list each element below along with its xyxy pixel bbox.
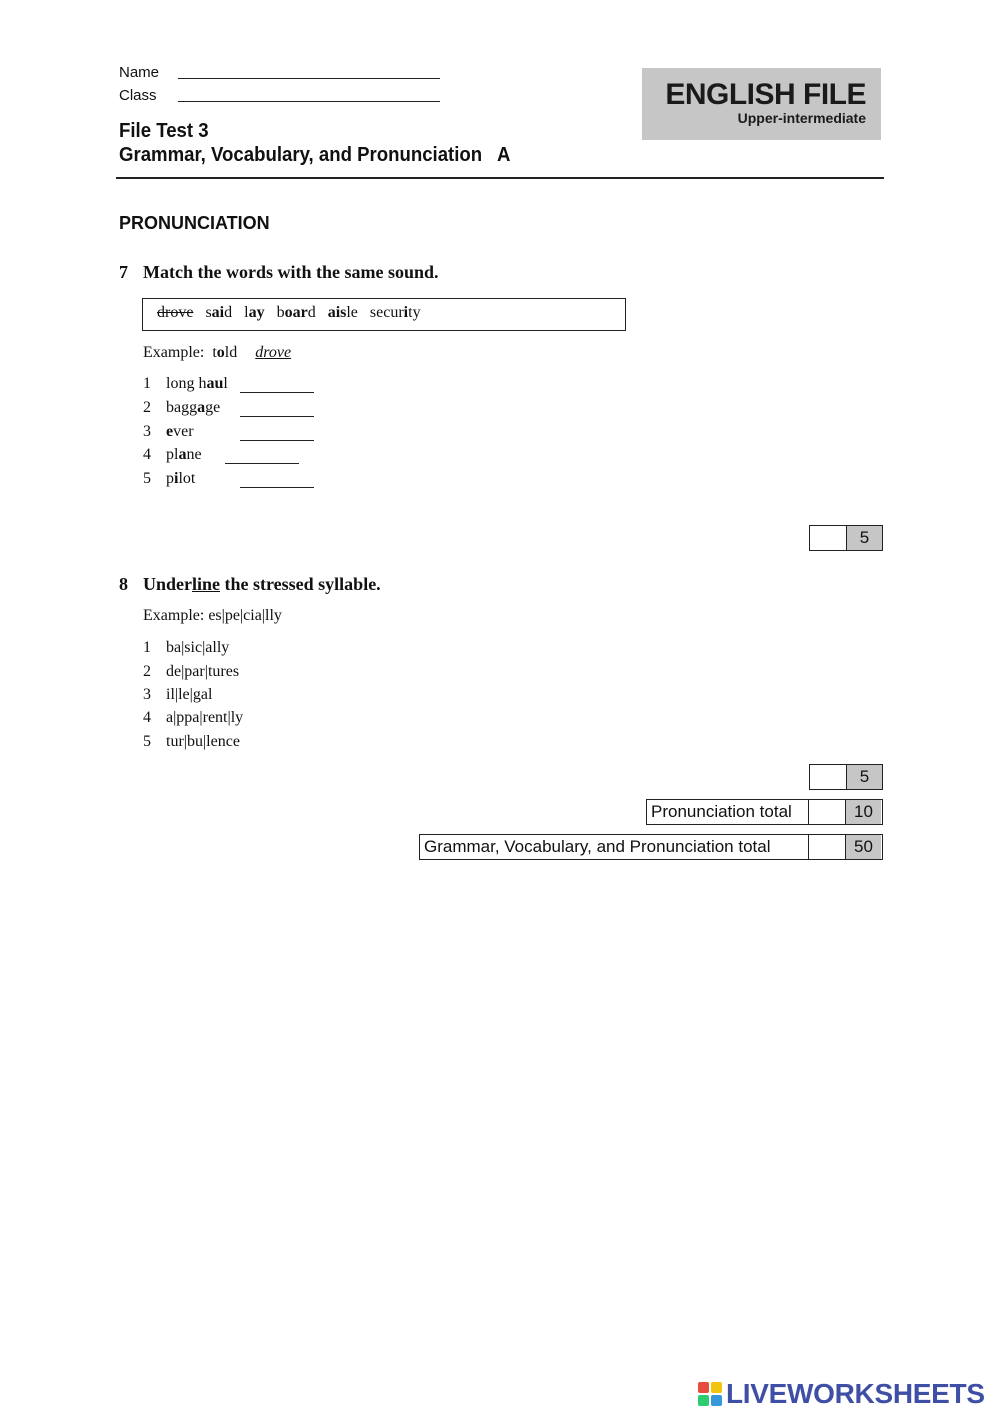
q8-item[interactable] <box>143 663 239 681</box>
pronunciation-total-max: 10 <box>846 800 881 824</box>
q7-item-bold: e <box>166 423 174 440</box>
q7-number: 7 <box>119 262 128 282</box>
q8-item[interactable] <box>143 733 240 751</box>
overall-total-input[interactable] <box>809 835 846 859</box>
class-input-line[interactable] <box>178 101 440 102</box>
q8-item-number: 4 <box>143 709 151 726</box>
q7-score-box <box>809 525 883 551</box>
word-pre: l <box>244 304 249 321</box>
q7-item-bold: a <box>178 446 187 463</box>
example-word-bold: o <box>216 344 225 361</box>
q8-item-number: 1 <box>143 639 151 656</box>
header-divider <box>116 177 884 179</box>
q7-item-number: 3 <box>143 423 151 440</box>
q7-item-bold: au <box>206 375 224 392</box>
word-box <box>142 298 626 331</box>
word-box-word <box>205 304 232 321</box>
q7-item-pre: p <box>166 470 174 487</box>
name-label: Name <box>119 64 160 81</box>
pronunciation-total-label: Pronunciation total <box>647 800 809 824</box>
name-input-line[interactable] <box>178 78 440 79</box>
word-box-word <box>277 304 316 321</box>
pronunciation-total-input[interactable] <box>809 800 846 824</box>
q7-answer-blank[interactable] <box>240 487 314 488</box>
q8-score-input[interactable] <box>810 765 847 789</box>
class-field <box>119 87 157 104</box>
word-post: d <box>224 304 233 321</box>
q7-answer-blank[interactable] <box>240 440 314 441</box>
section-title: PRONUNCIATION <box>119 213 270 233</box>
q7-item-post: lot <box>178 470 196 487</box>
q7-item-post: ne <box>186 446 202 463</box>
q7-answer-blank[interactable] <box>240 392 314 393</box>
example-word-pre: t <box>212 344 217 361</box>
q8-item-number: 2 <box>143 663 151 680</box>
q8-item-word: de|par|tures <box>166 663 240 680</box>
q8-instruction-pre: Under <box>143 574 192 594</box>
word-bold: i <box>403 304 409 321</box>
word-bold: ais <box>327 304 347 321</box>
class-label: Class <box>119 87 157 104</box>
test-title: File Test 3 <box>119 120 209 142</box>
q7-score-max: 5 <box>847 526 882 550</box>
word-post: ty <box>408 304 421 321</box>
q8-item[interactable] <box>143 686 212 704</box>
example-answer: drove <box>255 344 292 361</box>
q7-item-pre: long h <box>166 375 207 392</box>
q8-number: 8 <box>119 574 128 594</box>
overall-total-box <box>419 834 883 860</box>
q7-item <box>143 375 228 393</box>
word-bold: ai <box>211 304 225 321</box>
q7-item-number: 5 <box>143 470 151 487</box>
q8-item-word: il|le|gal <box>166 686 213 703</box>
liveworksheets-brand: LIVEWORKSHEETS <box>726 1378 985 1409</box>
q7-answer-blank[interactable] <box>225 463 299 464</box>
q7-item <box>143 446 202 464</box>
liveworksheets-icon-square <box>711 1382 722 1393</box>
q7-item-post: l <box>223 375 228 392</box>
word-pre: secur <box>369 304 404 321</box>
q7-item-number: 2 <box>143 399 151 416</box>
q8-item-number: 3 <box>143 686 151 703</box>
word-box-struck-word: drove <box>157 304 194 321</box>
q8-item-word: tur|bu|lence <box>166 733 240 750</box>
q7-answer-blank[interactable] <box>240 416 314 417</box>
q8-item-number: 5 <box>143 733 151 750</box>
q7-item-pre: bagg <box>166 399 198 416</box>
example-word-post: ld <box>224 344 238 361</box>
word-bold: oar <box>284 304 308 321</box>
liveworksheets-icon-square <box>698 1382 709 1393</box>
word-pre: b <box>276 304 285 321</box>
word-bold: ay <box>248 304 265 321</box>
logo-title: ENGLISH FILE <box>665 78 866 111</box>
q7-instruction: Match the words with the same sound. <box>143 262 439 282</box>
q8-item[interactable] <box>143 709 243 727</box>
test-subtitle: Grammar, Vocabulary, and Pronunciation A <box>119 144 511 166</box>
name-field <box>119 64 159 81</box>
q8-instruction-underlined: line <box>192 574 221 594</box>
q7-item <box>143 423 194 441</box>
word-pre: s <box>205 304 212 321</box>
q7-heading <box>119 262 439 283</box>
q8-item-word: ba|sic|ally <box>166 639 230 656</box>
word-box-word <box>157 304 193 321</box>
q8-item-word: a|ppa|rent|ly <box>166 709 244 726</box>
q7-item-number: 1 <box>143 375 151 392</box>
liveworksheets-icon-square <box>698 1395 709 1406</box>
q7-item-post: ver <box>173 423 194 440</box>
q7-item-number: 4 <box>143 446 151 463</box>
q7-example <box>143 344 291 362</box>
word-box-word <box>244 304 264 321</box>
word-box-word <box>328 304 358 321</box>
q8-score-max: 5 <box>847 765 882 789</box>
q7-item-bold: a <box>197 399 206 416</box>
overall-total-max: 50 <box>846 835 881 859</box>
word-box-word <box>370 304 421 321</box>
q8-instruction-post: the stressed syllable. <box>220 574 381 594</box>
q8-item[interactable] <box>143 639 229 657</box>
q7-score-input[interactable] <box>810 526 847 550</box>
word-post: le <box>346 304 358 321</box>
pronunciation-total-box <box>646 799 883 825</box>
example-label: Example: <box>143 344 205 361</box>
q7-item <box>143 470 195 488</box>
english-file-logo <box>642 68 881 140</box>
overall-total-label: Grammar, Vocabulary, and Pronunciation total <box>420 835 809 859</box>
liveworksheets-icon-square <box>711 1395 722 1406</box>
q8-score-box <box>809 764 883 790</box>
q7-item-bold: i <box>174 470 179 487</box>
q7-item-pre: pl <box>166 446 179 463</box>
word-post: d <box>307 304 316 321</box>
liveworksheets-icon <box>698 1382 722 1406</box>
q7-item-post: ge <box>205 399 221 416</box>
q8-heading <box>119 574 381 595</box>
q7-item <box>143 399 220 417</box>
q8-example: Example: es|pe|cia|lly <box>143 607 282 624</box>
logo-subtitle: Upper-intermediate <box>737 110 866 126</box>
